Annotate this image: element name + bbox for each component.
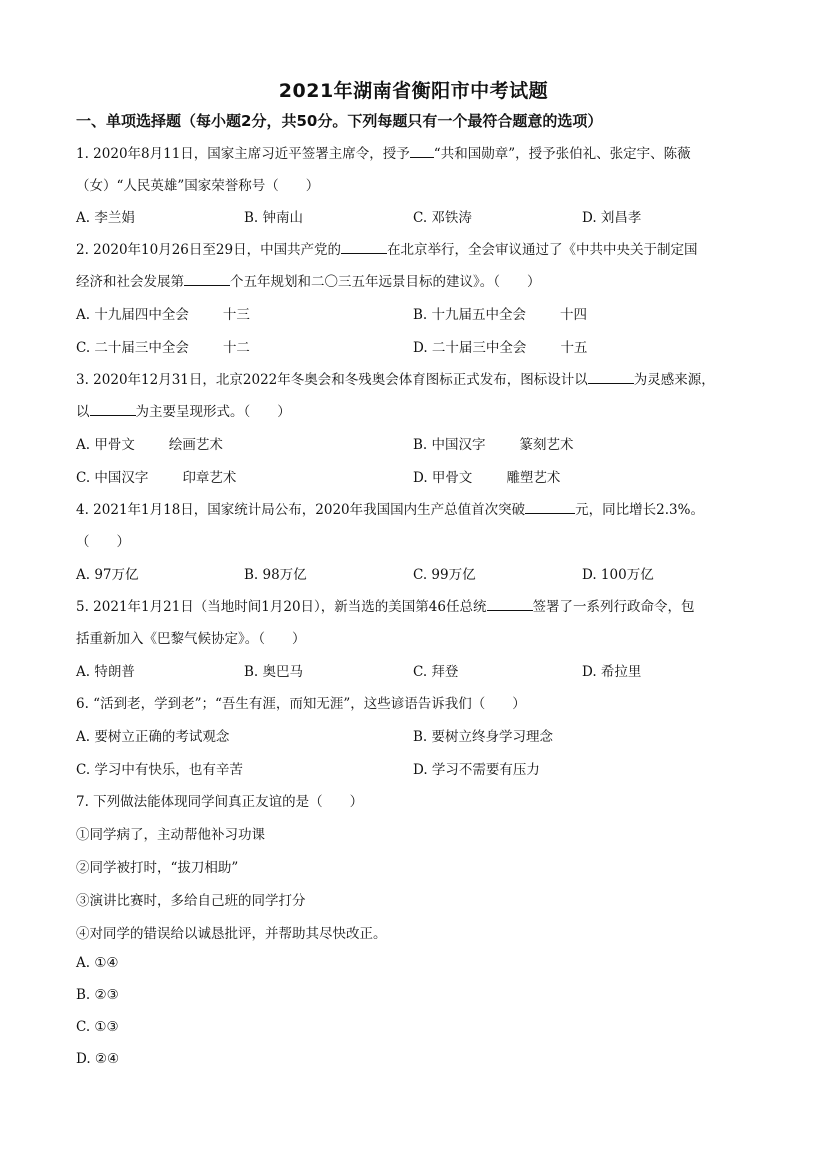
option-text: D. 二十届三中全会	[413, 340, 527, 356]
question-text: 为主要呈现形式。（ ）	[135, 404, 291, 420]
option-d[interactable]: D. 学习不需要有压力	[413, 762, 540, 778]
option-d[interactable]: D. 希拉里	[582, 664, 642, 680]
option-b[interactable]: B. 要树立终身学习理念	[413, 729, 554, 745]
answer-blank	[184, 273, 230, 286]
option-text: 篆刻艺术	[519, 437, 574, 453]
option-b[interactable]	[413, 433, 574, 453]
question-text: 签署了一系列行政命令，包	[532, 599, 695, 615]
answer-blank	[588, 371, 634, 384]
option-c[interactable]: C. 拜登	[413, 664, 459, 680]
question-text: 3. 2020年12月31日，北京2022年冬奥会和冬残奥会体育图标正式发布，图标设计以	[76, 372, 588, 388]
option-d[interactable]	[413, 336, 587, 356]
option-c[interactable]: C. 99万亿	[413, 567, 476, 583]
option-b[interactable]	[413, 303, 587, 323]
answer-blank	[90, 403, 136, 416]
answer-blank	[341, 241, 387, 254]
option-c[interactable]	[76, 466, 236, 486]
statement-4: ④对同学的错误给以诚恳批评，并帮助其尽快改正。	[76, 926, 387, 942]
statement-1: ①同学病了，主动帮他补习功课	[76, 827, 265, 843]
option-a[interactable]: A. 李兰娟	[76, 210, 135, 226]
option-b[interactable]: B. ②③	[76, 987, 119, 1003]
statement-2: ②同学被打时，“拔刀相助”	[76, 860, 239, 876]
option-text: 十二	[222, 340, 250, 356]
question-7-line-1: 7. 下列做法能体现同学间真正友谊的是（ ）	[76, 794, 364, 810]
option-text: A. 甲骨文	[76, 437, 135, 453]
option-a[interactable]: A. 特朗普	[76, 664, 135, 680]
option-text: 十三	[222, 307, 250, 323]
option-b[interactable]: B. 98万亿	[244, 567, 307, 583]
option-d[interactable]: D. 100万亿	[582, 567, 654, 583]
option-d[interactable]: D. 刘昌孝	[582, 210, 642, 226]
question-2-line-1	[76, 238, 698, 258]
question-3-line-2	[76, 400, 291, 420]
option-text: C. 中国汉字	[76, 470, 149, 486]
answer-blank	[487, 598, 533, 611]
option-c[interactable]: C. 邓铁涛	[413, 210, 472, 226]
question-4-line-2: （ ）	[76, 534, 130, 550]
option-a[interactable]: A. ①④	[76, 955, 119, 971]
option-text: D. 甲骨文	[413, 470, 473, 486]
question-text: 以	[76, 404, 90, 420]
question-6-line-1: 6. “活到老，学到老”；“吾生有涯，而知无涯”，这些谚语告诉我们（ ）	[76, 696, 526, 712]
option-text: 十五	[560, 340, 588, 356]
option-text: B. 十九届五中全会	[413, 307, 527, 323]
question-text: 4. 2021年1月18日，国家统计局公布，2020年我国国内生产总值首次突破	[76, 502, 526, 518]
option-text: C. 二十届三中全会	[76, 340, 189, 356]
option-a[interactable]: A. 97万亿	[76, 567, 139, 583]
option-d[interactable]: D. ②④	[76, 1051, 120, 1067]
question-text: 为灵感来源，	[633, 372, 715, 388]
option-b[interactable]: B. 钟南山	[244, 210, 304, 226]
question-1-line-1	[76, 142, 691, 162]
question-2-line-2	[76, 270, 541, 290]
question-text: 1. 2020年8月11日，国家主席习近平签署主席令，授予	[76, 146, 410, 162]
section-heading: 一、单项选择题（每小题2分，共50分。下列每题只有一个最符合题意的选项）	[76, 112, 603, 130]
question-text: 经济和社会发展第	[76, 274, 184, 290]
option-c[interactable]	[76, 336, 250, 356]
option-c[interactable]: C. ①③	[76, 1019, 119, 1035]
option-a[interactable]: A. 要树立正确的考试观念	[76, 729, 230, 745]
option-text: 雕塑艺术	[506, 470, 561, 486]
question-5-line-1	[76, 595, 695, 615]
option-a[interactable]	[76, 433, 223, 453]
question-text: 5. 2021年1月21日（当地时间1月20日），新当选的美国第46任总统	[76, 599, 487, 615]
answer-blank	[525, 501, 575, 514]
question-1-line-2: （女）“人民英雄”国家荣誉称号（ ）	[76, 178, 320, 194]
option-b[interactable]: B. 奥巴马	[244, 664, 304, 680]
option-a[interactable]	[76, 303, 250, 323]
option-text: 十四	[560, 307, 588, 323]
option-d[interactable]	[413, 466, 560, 486]
question-4-line-1	[76, 498, 704, 518]
question-text: 个五年规划和二〇三五年远景目标的建议》。（ ）	[230, 274, 541, 290]
question-text: “共和国勋章”，授予张伯礼、张定宇、陈薇	[433, 146, 691, 162]
answer-blank	[410, 145, 434, 158]
question-text: 在北京举行，全会审议通过了《中共中央关于制定国	[387, 242, 698, 258]
question-text: 2. 2020年10月26日至29日，中国共产党的	[76, 242, 342, 258]
option-text: 绘画艺术	[168, 437, 223, 453]
option-text: B. 中国汉字	[413, 437, 486, 453]
question-text: 元，同比增长2.3%。	[575, 502, 704, 518]
option-text: 印章艺术	[182, 470, 237, 486]
page-title: 2021年湖南省衡阳市中考试题	[278, 80, 549, 102]
option-c[interactable]: C. 学习中有快乐，也有辛苦	[76, 762, 243, 778]
question-5-line-2: 括重新加入《巴黎气候协定》。（ ）	[76, 631, 306, 647]
statement-3: ③演讲比赛时，多给自己班的同学打分	[76, 893, 306, 909]
question-3-line-1	[76, 368, 715, 388]
option-text: A. 十九届四中全会	[76, 307, 189, 323]
